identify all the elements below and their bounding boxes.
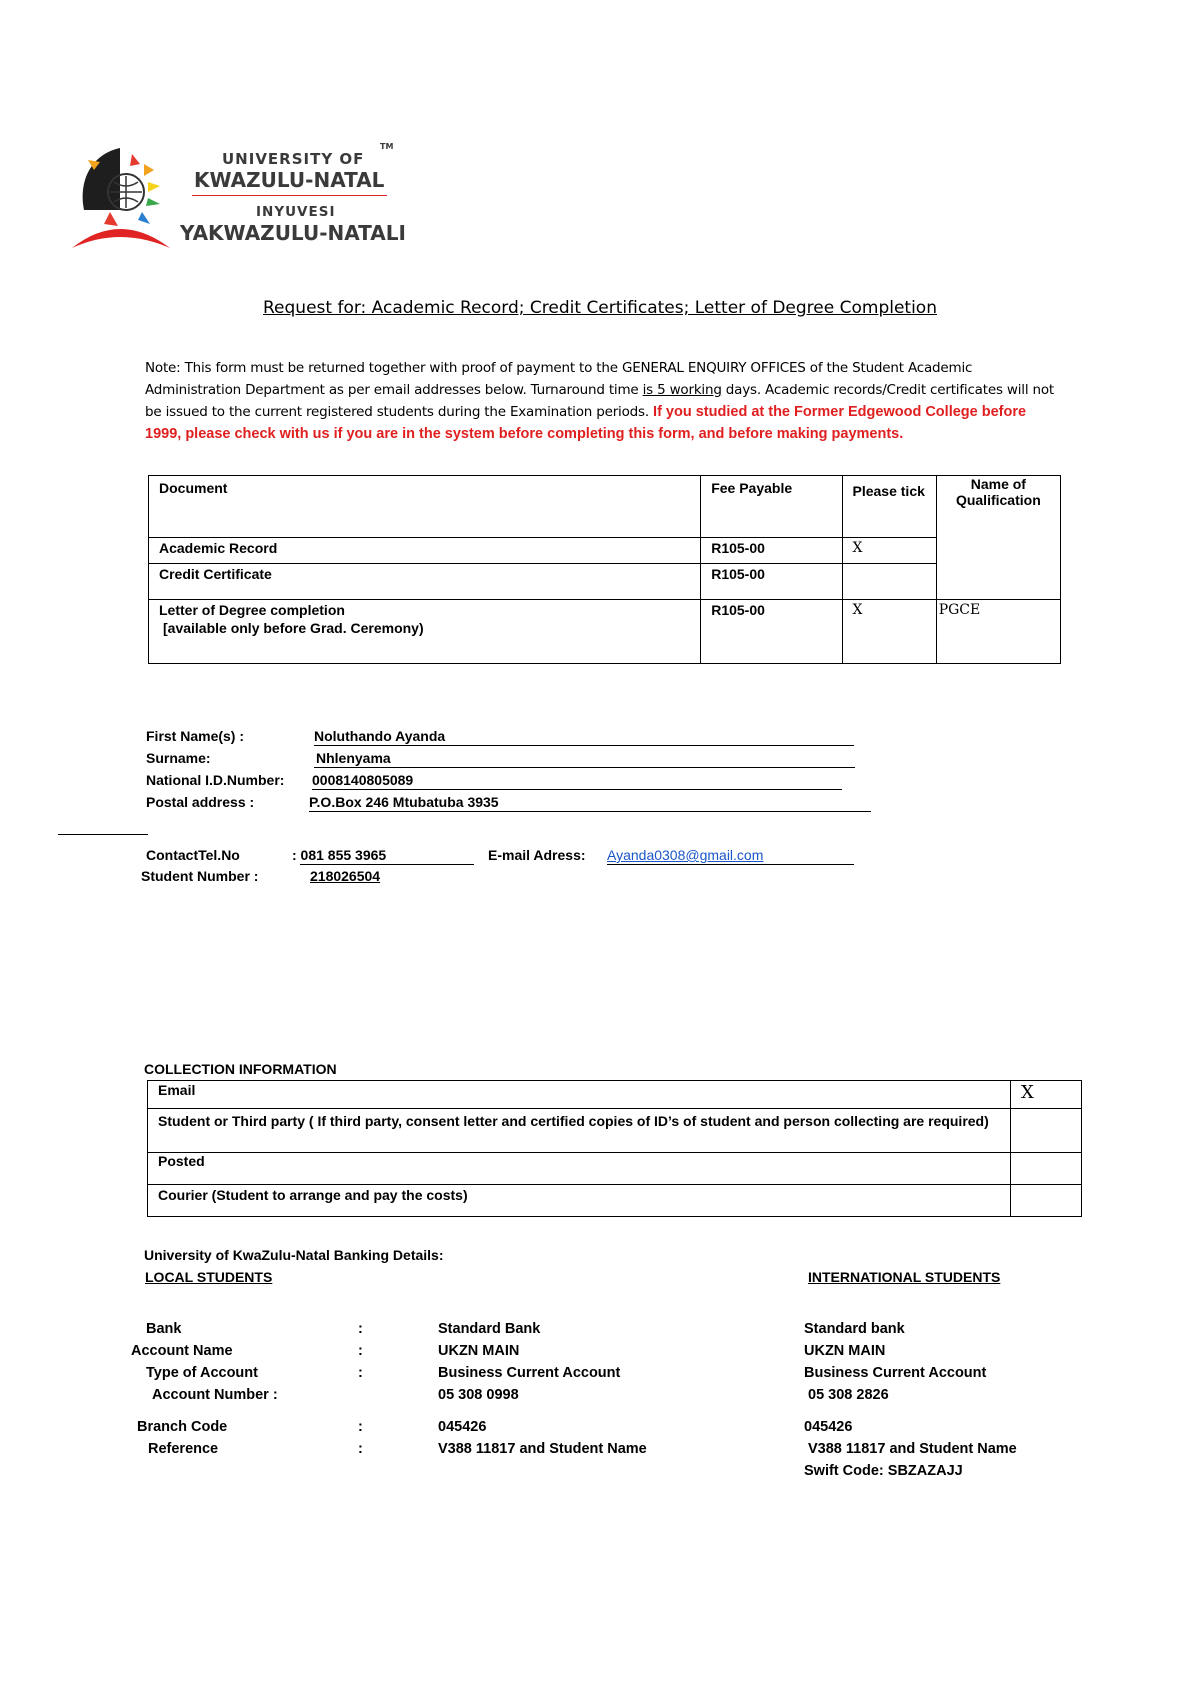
postal-address-line — [309, 811, 871, 812]
fee-cell: R105-00 — [701, 538, 842, 564]
colon: : — [358, 1419, 363, 1435]
local-account-type: Business Current Account — [438, 1365, 621, 1381]
local-account-number: 05 308 0998 — [438, 1387, 519, 1403]
ukzn-emblem-icon — [70, 140, 180, 255]
branch-code-label: Branch Code — [137, 1419, 228, 1435]
note-warning: If you studied at the Former Edgewood College before 1999, please check with us if you are in the system before completing this form, and before making payments. — [145, 404, 1027, 442]
doc-cell-subtitle: [available only before Grad. Ceremony) — [163, 620, 424, 636]
collection-option: Student or Third party ( If third party, consent letter and certified copies of ID’s of student and person collecting are required) — [148, 1109, 1011, 1153]
logo-divider — [192, 195, 387, 196]
logo-line-2: KWAZULU-NATAL — [194, 168, 385, 192]
header-tick: Please tick — [842, 476, 936, 538]
first-name-value[interactable]: Noluthando Ayanda — [314, 728, 446, 744]
surname-line — [314, 767, 855, 768]
local-reference: V388 11817 and Student Name — [438, 1441, 647, 1457]
intl-account-name: UKZN MAIN — [804, 1343, 886, 1359]
student-number-value[interactable]: 218026504 — [310, 868, 381, 884]
account-type-label: Type of Account — [146, 1365, 258, 1381]
id-number-value[interactable]: 0008140805089 — [312, 772, 414, 788]
colon: : — [358, 1321, 363, 1337]
margin-line — [58, 834, 148, 835]
reference-label: Reference — [148, 1441, 219, 1457]
qualification-cell[interactable]: PGCE — [936, 600, 1060, 664]
email-link[interactable]: Ayanda0308@gmail.com — [607, 847, 764, 863]
contact-tel-line — [300, 864, 474, 865]
collection-option: Email — [148, 1081, 1011, 1109]
fee-cell: R105-00 — [701, 564, 842, 600]
id-number-line — [312, 789, 842, 790]
table-row — [149, 538, 1061, 564]
table-row — [149, 600, 1061, 664]
collection-mark[interactable] — [1011, 1185, 1082, 1217]
colon: : — [358, 1365, 363, 1381]
surname-label: Surname: — [146, 750, 211, 766]
table-row — [149, 564, 1061, 600]
logo-trademark: TM — [380, 142, 394, 151]
contact-tel-label: ContactTel.No — [146, 847, 240, 863]
tick-cell[interactable]: X — [842, 600, 936, 664]
collection-heading: COLLECTION INFORMATION — [144, 1061, 337, 1077]
id-number-label: National I.D.Number: — [146, 772, 285, 788]
doc-cell-title: Letter of Degree completion — [159, 602, 345, 618]
intl-reference: V388 11817 and Student Name — [808, 1441, 1017, 1457]
intl-account-type: Business Current Account — [804, 1365, 987, 1381]
intl-bank: Standard bank — [804, 1321, 905, 1337]
local-students-heading: LOCAL STUDENTS — [145, 1269, 273, 1285]
banking-heading: University of KwaZulu-Natal Banking Details: — [144, 1247, 444, 1263]
collection-option: Courier (Student to arrange and pay the costs) — [148, 1185, 1011, 1217]
postal-address-value[interactable]: P.O.Box 246 Mtubatuba 3935 — [309, 794, 499, 810]
international-students-heading: INTERNATIONAL STUDENTS — [808, 1269, 1001, 1285]
first-name-line — [314, 745, 854, 746]
collection-mark[interactable] — [1011, 1153, 1082, 1185]
intl-swift-code: Swift Code: SBZAZAJJ — [804, 1463, 963, 1479]
doc-cell: Credit Certificate — [149, 564, 701, 600]
header-fee: Fee Payable — [701, 476, 842, 538]
logo-line-1: UNIVERSITY OF — [222, 150, 365, 168]
local-bank: Standard Bank — [438, 1321, 541, 1337]
doc-cell: Academic Record — [149, 538, 701, 564]
collection-table — [147, 1080, 1082, 1217]
student-number-label: Student Number : — [141, 868, 259, 884]
table-row — [148, 1185, 1082, 1217]
collection-mark[interactable]: X — [1011, 1081, 1082, 1109]
document-table — [148, 475, 1061, 664]
header-document: Document — [149, 476, 701, 538]
table-row — [148, 1109, 1082, 1153]
form-note — [145, 357, 1065, 445]
email-label: E-mail Adress: — [488, 847, 586, 863]
account-name-label: Account Name — [131, 1343, 233, 1359]
logo-line-3: INYUVESI — [256, 204, 336, 220]
colon: : — [358, 1343, 363, 1359]
note-underlined: is 5 working — [642, 382, 722, 398]
first-name-label: First Name(s) : — [146, 728, 245, 744]
contact-tel-value[interactable]: : 081 855 3965 — [292, 847, 387, 863]
fee-cell: R105-00 — [701, 600, 842, 664]
header-qualification: Name of Qualification — [936, 476, 1060, 600]
collection-mark[interactable] — [1011, 1109, 1082, 1153]
university-logo — [70, 140, 410, 255]
colon: : — [358, 1441, 363, 1457]
intl-account-number: 05 308 2826 — [808, 1387, 889, 1403]
surname-value[interactable]: Nhlenyama — [316, 750, 391, 766]
page-title: Request for: Academic Record; Credit Certificates; Letter of Degree Completion — [263, 298, 937, 318]
table-row — [148, 1081, 1082, 1109]
tick-cell[interactable] — [842, 564, 936, 600]
table-row — [148, 1153, 1082, 1185]
local-account-name: UKZN MAIN — [438, 1343, 520, 1359]
intl-branch-code: 045426 — [804, 1419, 853, 1435]
postal-address-label: Postal address : — [146, 794, 255, 810]
account-number-label: Account Number : — [152, 1387, 278, 1403]
collection-option: Posted — [148, 1153, 1011, 1185]
email-line — [607, 864, 854, 865]
bank-label: Bank — [146, 1321, 182, 1337]
note-text-1: Note: This form must be returned together with proof of payment to the GENERAL ENQUIRY OFFICES of the Student Academic Administration Department as per email addresses below. Turnaround time — [145, 360, 973, 398]
logo-line-4: YAKWAZULU-NATALI — [180, 221, 406, 245]
note-text-2: days. Academic records/Credit certificates will not be issued to the current registered students during the Examination periods. — [145, 382, 1054, 420]
local-branch-code: 045426 — [438, 1419, 487, 1435]
doc-cell — [149, 600, 701, 664]
tick-cell[interactable]: X — [842, 538, 936, 564]
